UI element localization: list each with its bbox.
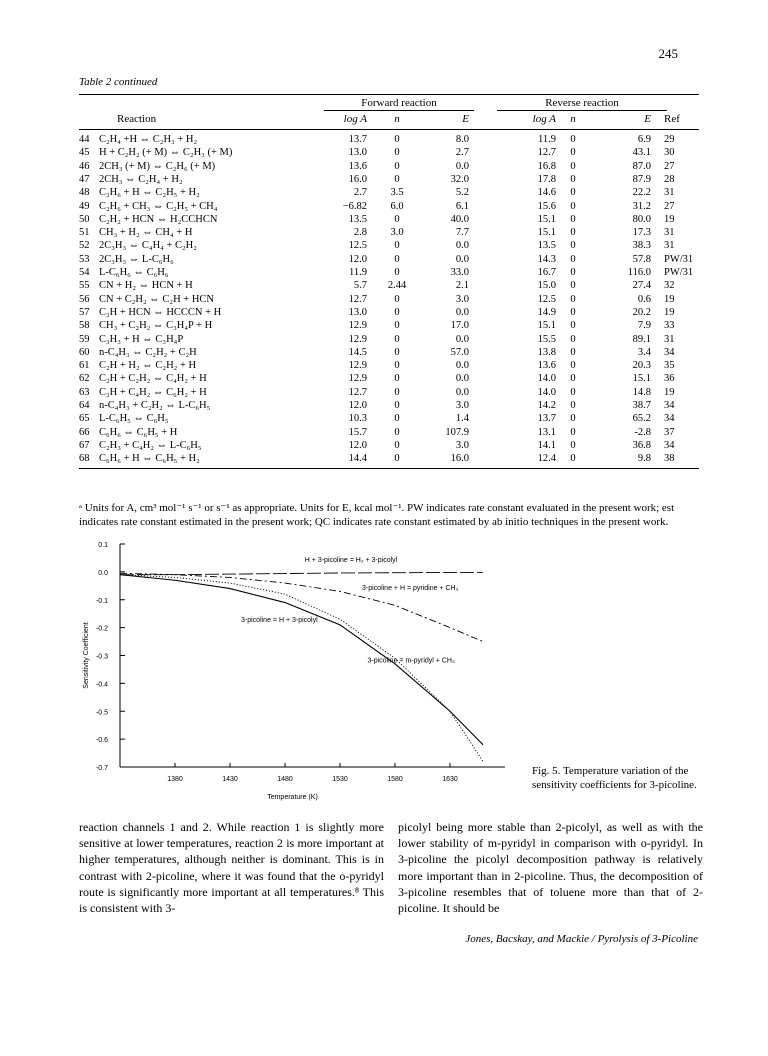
reaction-equation: C₂H + C₄H₂ ⇔ C₆H₂ + H xyxy=(99,386,207,398)
reference: 34 xyxy=(664,400,675,411)
reference: 34 xyxy=(664,346,675,358)
reaction-number: 62 xyxy=(79,373,90,385)
reverse-E: 87.9 xyxy=(632,173,651,185)
forward-E: 32.0 xyxy=(450,173,469,185)
reverse-logA: 14.6 xyxy=(537,187,556,199)
y-tick-label: 0.0 xyxy=(98,569,108,577)
reverse-E: 14.8 xyxy=(632,386,651,398)
forward-logA: 13.7 xyxy=(348,134,367,145)
forward-n: 0 xyxy=(394,426,400,438)
table-caption: Table 2 continued xyxy=(79,76,158,88)
reference: PW/31 xyxy=(664,267,694,278)
reverse-logA: 13.6 xyxy=(537,360,556,372)
forward-E: 0.0 xyxy=(455,160,469,172)
reverse-n: 0 xyxy=(570,173,576,185)
forward-logA: 13.0 xyxy=(348,147,367,159)
table-row xyxy=(79,146,699,159)
forward-logA: 5.7 xyxy=(353,280,367,292)
reference: 37 xyxy=(664,426,675,438)
reaction-number: 59 xyxy=(79,333,90,345)
reference: 36 xyxy=(664,373,675,385)
reverse-logA: 11.9 xyxy=(538,134,556,145)
reverse-n: 0 xyxy=(570,213,576,225)
reverse-n: 0 xyxy=(570,147,576,159)
y-axis-label: Sensitivity Coefficient xyxy=(83,622,90,689)
reaction-number: 61 xyxy=(79,360,90,372)
reaction-equation: CH₃ + H₂ ⇔ CH₄ + H xyxy=(99,227,193,239)
table-row xyxy=(79,439,699,452)
forward-E: 57.0 xyxy=(450,346,469,358)
reverse-E: 65.2 xyxy=(632,413,651,425)
forward-n: 3.5 xyxy=(390,187,404,199)
forward-logA: 12.9 xyxy=(348,333,367,345)
forward-n: 3.0 xyxy=(390,227,404,239)
table-row xyxy=(79,173,699,186)
forward-E: 3.0 xyxy=(455,293,469,305)
reaction-equation: L-C₆H₅ ⇔ C₆H₅ xyxy=(99,413,169,425)
forward-logA: 13.6 xyxy=(348,160,367,172)
reverse-logA: 14.2 xyxy=(537,400,556,411)
forward-E: 2.7 xyxy=(455,147,469,159)
reference: PW/31 xyxy=(664,253,694,265)
reverse-n: 0 xyxy=(570,227,576,239)
sensitivity-figure xyxy=(78,538,528,813)
reverse-n: 0 xyxy=(570,360,576,372)
forward-E: 7.7 xyxy=(455,227,469,239)
forward-E: 16.0 xyxy=(450,453,469,465)
reverse-E: 80.0 xyxy=(632,213,651,225)
forward-E: 0.0 xyxy=(455,240,469,252)
col-reaction: Reaction xyxy=(117,113,157,125)
reaction-equation: C₂H + HCN ⇔ HCCCN + H xyxy=(99,306,222,318)
forward-E: 8.0 xyxy=(455,134,469,145)
forward-n: 0 xyxy=(394,320,400,332)
reaction-equation: C₃H₃ + H ⇔ C₃H₄P xyxy=(99,333,184,345)
table-footnote: ᵃ Units for A, cm³ mol⁻¹ s⁻¹ or s⁻¹ as appropriate. Units for E, kcal mol⁻¹. PW indicates rate constant evaluated in the present work; est indicates rate constant estimated in the present work; QC indicates rate constant estimated by ab initio techniques in the present work. xyxy=(79,502,675,528)
forward-n: 0 xyxy=(394,253,400,265)
forward-reaction-header: Forward reaction xyxy=(361,97,437,109)
reverse-E: 20.2 xyxy=(632,306,651,318)
reverse-E: 116.0 xyxy=(627,267,651,278)
reaction-number: 48 xyxy=(79,187,90,199)
forward-n: 0 xyxy=(394,147,400,159)
forward-logA: 12.7 xyxy=(348,293,367,305)
forward-n: 0 xyxy=(394,400,400,411)
reverse-logA: 16.8 xyxy=(537,160,556,172)
table-row xyxy=(79,399,699,412)
reaction-number: 52 xyxy=(79,240,90,252)
forward-E: 40.0 xyxy=(450,213,469,225)
page-number: 245 xyxy=(658,46,678,61)
reverse-n: 0 xyxy=(570,413,576,425)
reaction-number: 55 xyxy=(79,280,90,292)
forward-n: 0 xyxy=(394,346,400,358)
table-row xyxy=(79,346,699,359)
forward-n: 0 xyxy=(394,134,400,145)
reverse-logA: 15.5 xyxy=(537,333,556,345)
table-row xyxy=(79,386,699,399)
forward-logA: 14.4 xyxy=(348,453,367,465)
reverse-E: 27.4 xyxy=(632,280,651,292)
reverse-logA: 15.1 xyxy=(537,213,556,225)
table-row xyxy=(79,452,699,465)
table-top-rule xyxy=(79,94,699,95)
forward-n: 0 xyxy=(394,439,400,451)
reference: 31 xyxy=(664,240,675,252)
reference: 35 xyxy=(664,360,675,372)
forward-n: 0 xyxy=(394,240,400,252)
reverse-n: 0 xyxy=(570,267,576,278)
reaction-equation: C₂H₄ +H ⇔ C₂H₃ + H₂ xyxy=(99,134,198,145)
reaction-number: 68 xyxy=(79,453,90,465)
reverse-logA: 13.8 xyxy=(537,346,556,358)
forward-logA: −6.82 xyxy=(342,200,367,212)
forward-logA: 10.3 xyxy=(348,413,367,425)
y-tick-label: -0.2 xyxy=(95,625,108,633)
reverse-logA: 15.0 xyxy=(537,280,556,292)
forward-logA: 11.9 xyxy=(349,267,367,278)
reverse-E: 6.9 xyxy=(637,134,651,145)
forward-logA: 13.0 xyxy=(348,306,367,318)
col-E-reverse: E xyxy=(644,113,651,125)
reaction-equation: 2C₃H₃ ⇔ C₄H₄ + C₂H₂ xyxy=(99,240,197,252)
reaction-equation: C₂H₆ + H ⇔ C₂H₅ + H₂ xyxy=(99,187,200,199)
forward-E: 2.1 xyxy=(455,280,469,292)
reverse-E: 57.8 xyxy=(632,253,651,265)
reverse-E: 17.3 xyxy=(632,227,651,239)
reaction-number: 49 xyxy=(79,200,90,212)
reverse-n: 0 xyxy=(570,346,576,358)
forward-E: 1.4 xyxy=(455,413,469,425)
reference: 27 xyxy=(664,160,675,172)
reverse-reaction-header: Reverse reaction xyxy=(545,97,619,109)
table-row xyxy=(79,200,699,213)
series-line xyxy=(120,575,483,762)
forward-E: 17.0 xyxy=(450,320,469,332)
forward-E: 0.0 xyxy=(455,386,469,398)
series-label: H + 3-picoline = H₂ + 3-picolyl xyxy=(304,557,398,565)
table-row xyxy=(79,133,699,146)
series-label: 3-picoline = H + 3-picolyl xyxy=(241,617,318,625)
reverse-n: 0 xyxy=(570,293,576,305)
reference: 19 xyxy=(664,306,675,318)
col-logA: log A xyxy=(343,113,367,125)
y-tick-label: -0.6 xyxy=(95,737,108,745)
reverse-E: 38.3 xyxy=(632,240,651,252)
col-E: E xyxy=(462,113,469,125)
reaction-equation: CH₃ + C₂H₂ ⇔ C₃H₄P + H xyxy=(99,320,213,332)
y-tick-label: 0.1 xyxy=(98,542,108,549)
reverse-n: 0 xyxy=(570,160,576,172)
reverse-n: 0 xyxy=(570,187,576,199)
reverse-E: 87.0 xyxy=(632,160,651,172)
table-row xyxy=(79,293,699,306)
reverse-logA: 15.6 xyxy=(537,200,556,212)
reverse-logA: 14.0 xyxy=(537,373,556,385)
reaction-number: 65 xyxy=(79,413,90,425)
forward-n: 0 xyxy=(394,173,400,185)
forward-logA: 12.5 xyxy=(348,240,367,252)
table-row xyxy=(79,266,699,279)
table-row xyxy=(79,319,699,332)
reverse-n: 0 xyxy=(570,320,576,332)
series-label: 3-picoline = m-pyridyl + CH₃ xyxy=(367,657,455,665)
reverse-E: 89.1 xyxy=(632,333,651,345)
reaction-equation: C₆H₆ ⇔ C₆H₅ + H xyxy=(99,426,178,438)
reverse-n: 0 xyxy=(570,386,576,398)
reaction-equation: L-C₆H₆ ⇔ C₆H₆ xyxy=(99,267,169,278)
reaction-number: 54 xyxy=(79,267,90,278)
reference: 34 xyxy=(664,413,675,425)
reverse-E: 22.2 xyxy=(632,187,651,199)
forward-E: 107.9 xyxy=(445,426,469,438)
reverse-logA: 17.8 xyxy=(537,173,556,185)
reaction-equation: 2CH₃ (+ M) ⇔ C₂H₆ (+ M) xyxy=(99,160,216,172)
reverse-E: 7.9 xyxy=(637,320,651,332)
reference: 28 xyxy=(664,173,675,185)
forward-E: 0.0 xyxy=(455,373,469,385)
forward-E: 0.0 xyxy=(455,360,469,372)
table-row xyxy=(79,253,699,266)
reaction-number: 56 xyxy=(79,293,90,305)
forward-E: 3.0 xyxy=(455,439,469,451)
reaction-equation: C₂H + C₂H₂ ⇔ C₄H₂ + H xyxy=(99,373,207,385)
reverse-E: -2.8 xyxy=(634,426,651,438)
forward-E: 33.0 xyxy=(450,267,469,278)
reference: 33 xyxy=(664,320,675,332)
forward-logA: 12.0 xyxy=(348,439,367,451)
reference: 31 xyxy=(664,227,675,239)
reverse-logA: 12.4 xyxy=(537,453,556,465)
reverse-logA: 13.7 xyxy=(537,413,556,425)
series-line xyxy=(120,572,483,574)
reverse-logA: 13.5 xyxy=(537,240,556,252)
reverse-logA: 12.7 xyxy=(537,147,556,159)
forward-header-rule xyxy=(324,110,474,111)
table-row xyxy=(79,279,699,292)
reaction-number: 57 xyxy=(79,306,90,318)
reverse-n: 0 xyxy=(570,280,576,292)
forward-n: 0 xyxy=(394,160,400,172)
reverse-logA: 16.7 xyxy=(537,267,556,278)
x-axis-label: Temperature (K) xyxy=(267,794,318,801)
reaction-number: 47 xyxy=(79,173,90,185)
col-n: n xyxy=(394,113,400,125)
sensitivity-chart xyxy=(78,538,528,808)
reverse-n: 0 xyxy=(570,426,576,438)
table-row xyxy=(79,213,699,226)
forward-n: 0 xyxy=(394,413,400,425)
reverse-logA: 15.1 xyxy=(537,227,556,239)
forward-n: 0 xyxy=(394,360,400,372)
x-tick-label: 1580 xyxy=(387,776,403,783)
forward-logA: 2.7 xyxy=(353,187,367,199)
reaction-equation: CN + C₂H₂ ⇔ C₂H + HCN xyxy=(99,293,215,305)
reverse-n: 0 xyxy=(570,306,576,318)
reverse-E: 3.4 xyxy=(637,346,651,358)
running-footer: Jones, Bacskay, and Mackie / Pyrolysis of 3-Picoline xyxy=(465,933,698,945)
table-row xyxy=(79,306,699,319)
col-ref: Ref xyxy=(664,113,680,125)
forward-logA: 12.9 xyxy=(348,360,367,372)
forward-n: 0 xyxy=(394,306,400,318)
body-text-right: picolyl being more stable than 2-picolyl, as well as with the lower stability of m-pyridyl in comparison with o-pyridyl. In 3-picoline the picolyl decomposition pathway is relatively more important than in 2-picoline. Thus, the decomposition of 3-picoline resembles that of toluene more than that of 2-picoline. It should be xyxy=(398,820,703,916)
reference: 27 xyxy=(664,200,675,212)
reaction-equation: C₂H₃ + C₄H₂ ⇔ L-C₆H₅ xyxy=(99,439,202,451)
forward-E: 0.0 xyxy=(455,333,469,345)
reaction-equation: C₂H₂ + HCN ⇔ H₂CCHCN xyxy=(99,213,218,225)
reverse-logA: 14.9 xyxy=(537,306,556,318)
forward-n: 6.0 xyxy=(390,200,404,212)
reverse-n: 0 xyxy=(570,373,576,385)
table-row xyxy=(79,186,699,199)
forward-logA: 12.0 xyxy=(348,400,367,411)
reaction-equation: C₂H₆ + CH₃ ⇔ C₂H₅ + CH₄ xyxy=(99,200,218,212)
table-row xyxy=(79,372,699,385)
reaction-equation: C₆H₆ + H ⇔ C₆H₅ + H₂ xyxy=(99,453,200,465)
reaction-equation: n-C₄H₃ + C₂H₂ ⇔ L-C₆H₅ xyxy=(99,400,211,411)
reaction-number: 64 xyxy=(79,400,90,411)
forward-logA: 12.0 xyxy=(348,253,367,265)
reverse-header-rule xyxy=(497,110,667,111)
reference: 30 xyxy=(664,147,675,159)
reference: 31 xyxy=(664,187,675,199)
reverse-n: 0 xyxy=(570,253,576,265)
y-tick-label: -0.1 xyxy=(95,597,108,605)
forward-E: 3.0 xyxy=(455,400,469,411)
table-header-rule xyxy=(79,129,699,130)
reaction-number: 67 xyxy=(79,439,90,451)
forward-n: 0 xyxy=(394,453,400,465)
forward-n: 0 xyxy=(394,293,400,305)
forward-logA: 15.7 xyxy=(348,426,367,438)
reference: 19 xyxy=(664,293,675,305)
forward-logA: 12.7 xyxy=(348,386,367,398)
col-n-reverse: n xyxy=(570,113,576,125)
table-row xyxy=(79,359,699,372)
reverse-E: 38.7 xyxy=(632,400,651,411)
reverse-logA: 13.1 xyxy=(537,426,556,438)
x-tick-label: 1430 xyxy=(222,776,238,783)
forward-E: 0.0 xyxy=(455,253,469,265)
reverse-n: 0 xyxy=(570,240,576,252)
reverse-logA: 14.0 xyxy=(537,386,556,398)
reaction-equation: 2C₃H₃ ⇔ L-C₆H₆ xyxy=(99,253,174,265)
x-tick-label: 1380 xyxy=(167,776,183,783)
reaction-number: 66 xyxy=(79,426,90,438)
reaction-equation: n-C₄H₃ ⇔ C₂H₂ + C₂H xyxy=(99,346,197,358)
forward-n: 0 xyxy=(394,213,400,225)
reverse-E: 43.1 xyxy=(632,147,651,159)
forward-n: 2.44 xyxy=(387,280,407,292)
reverse-logA: 12.5 xyxy=(537,293,556,305)
column-header-row xyxy=(79,113,699,126)
table-bottom-rule xyxy=(79,468,699,469)
reaction-equation: H + C₂H₂ (+ M) ⇔ C₂H₃ (+ M) xyxy=(99,147,233,159)
table-row xyxy=(79,239,699,252)
reverse-E: 0.6 xyxy=(637,293,651,305)
x-tick-label: 1480 xyxy=(277,776,293,783)
series-line xyxy=(120,573,483,641)
reaction-number: 58 xyxy=(79,320,90,332)
y-tick-label: -0.3 xyxy=(95,653,108,661)
reaction-number: 60 xyxy=(79,346,90,358)
reverse-n: 0 xyxy=(570,134,576,145)
x-tick-label: 1630 xyxy=(442,776,458,783)
body-text-left: reaction channels 1 and 2. While reaction 1 is slightly more sensitive at lower temperatures, reaction 2 is more important at higher temperatures, although neither is dominant. This is in contrast with 2-picoline, where it was found that the o-pyridyl route is significantly more important at all temperatures.⁸ This is consistent with 3- xyxy=(79,820,384,916)
forward-E: 5.2 xyxy=(455,187,469,199)
reverse-logA: 14.3 xyxy=(537,253,556,265)
reaction-number: 53 xyxy=(79,253,90,265)
figure-caption: Fig. 5. Temperature variation of the sensitivity coefficients for 3-picoline. xyxy=(532,765,697,791)
reverse-n: 0 xyxy=(570,200,576,212)
forward-n: 0 xyxy=(394,267,400,278)
reverse-n: 0 xyxy=(570,439,576,451)
reference: 29 xyxy=(664,134,675,145)
forward-logA: 12.9 xyxy=(348,320,367,332)
reaction-equation: C₂H + H₂ ⇔ C₂H₂ + H xyxy=(99,360,197,372)
forward-logA: 2.8 xyxy=(353,227,367,239)
reverse-E: 31.2 xyxy=(632,200,651,212)
forward-logA: 16.0 xyxy=(348,173,367,185)
y-tick-label: -0.5 xyxy=(95,709,108,717)
reaction-number: 46 xyxy=(79,160,90,172)
reaction-equation: 2CH₃ ⇔ C₂H₄ + H₂ xyxy=(99,173,183,185)
table-row xyxy=(79,426,699,439)
col-logA-reverse: log A xyxy=(532,113,556,125)
table-row xyxy=(79,412,699,425)
forward-E: 6.1 xyxy=(455,200,469,212)
reaction-number: 63 xyxy=(79,386,90,398)
reverse-E: 9.8 xyxy=(637,453,651,465)
reverse-logA: 14.1 xyxy=(537,439,556,451)
series-label: 3-picoline + H = pyridine + CH₃ xyxy=(362,584,459,592)
table-row xyxy=(79,160,699,173)
reverse-E: 20.3 xyxy=(632,360,651,372)
forward-logA: 12.9 xyxy=(348,373,367,385)
table-row xyxy=(79,333,699,346)
reference: 19 xyxy=(664,213,675,225)
reaction-number: 50 xyxy=(79,213,90,225)
reaction-equation: CN + H₂ ⇔ HCN + H xyxy=(99,280,193,292)
y-tick-label: -0.4 xyxy=(95,681,108,689)
forward-n: 0 xyxy=(394,333,400,345)
reference: 34 xyxy=(664,439,675,451)
x-tick-label: 1530 xyxy=(332,776,348,783)
y-tick-label: -0.7 xyxy=(95,765,108,772)
reference: 31 xyxy=(664,333,675,345)
reaction-number: 45 xyxy=(79,147,90,159)
reaction-number: 44 xyxy=(79,134,90,145)
reaction-number: 51 xyxy=(79,227,90,239)
reference: 19 xyxy=(664,386,675,398)
reference: 38 xyxy=(664,453,675,465)
reverse-E: 15.1 xyxy=(632,373,651,385)
reverse-n: 0 xyxy=(570,453,576,465)
forward-n: 0 xyxy=(394,373,400,385)
forward-E: 0.0 xyxy=(455,306,469,318)
table-row xyxy=(79,226,699,239)
reverse-n: 0 xyxy=(570,333,576,345)
forward-logA: 14.5 xyxy=(348,346,367,358)
forward-logA: 13.5 xyxy=(348,213,367,225)
reverse-logA: 15.1 xyxy=(537,320,556,332)
reverse-n: 0 xyxy=(570,400,576,411)
reverse-E: 36.8 xyxy=(632,439,651,451)
reference: 32 xyxy=(664,280,675,292)
forward-n: 0 xyxy=(394,386,400,398)
